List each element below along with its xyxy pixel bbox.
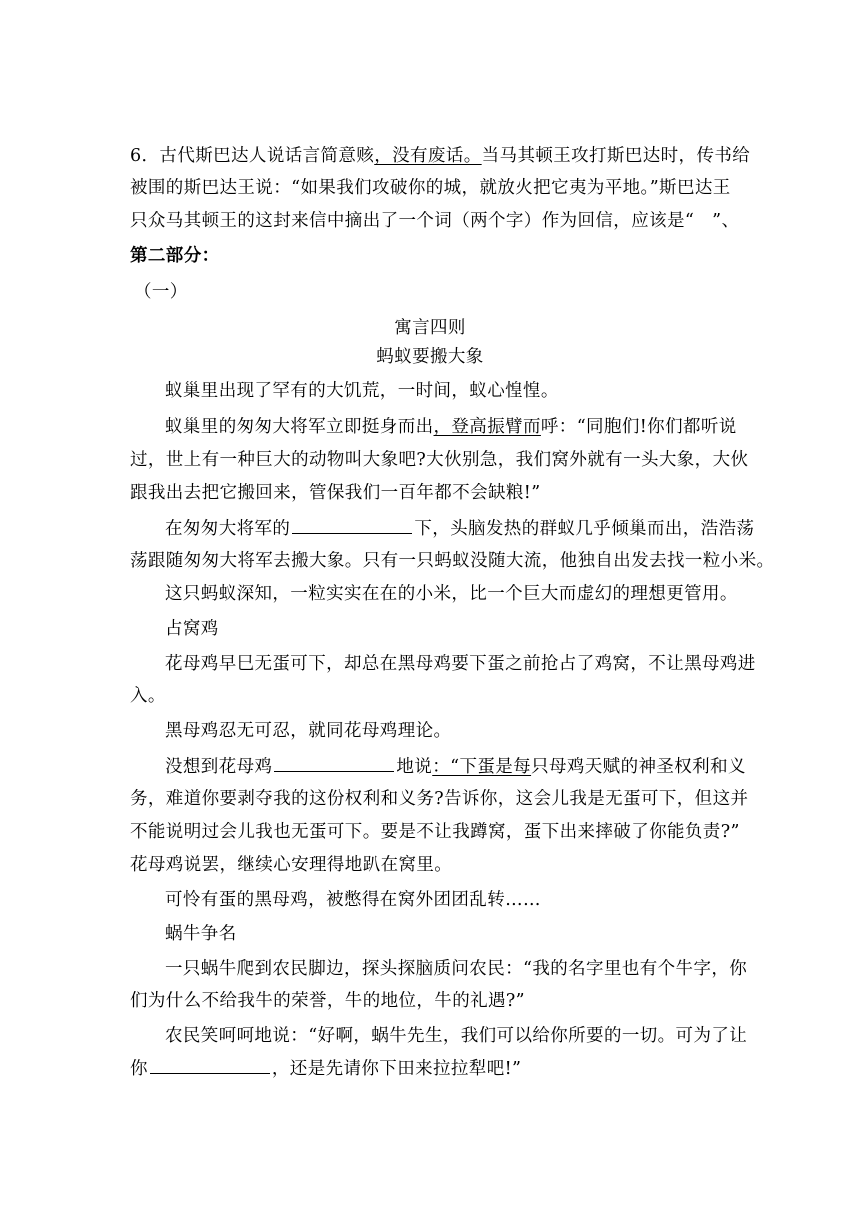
fable-2-paragraph-2: 黑母鸡忍无可忍，就同花母鸡理论。 [165,721,452,741]
fable-underlined-text: ，登高振臂而 [433,417,541,437]
fable-2-title: 占窝鸡 [165,619,219,639]
fable-2-paragraph-3-line-4: 花母鸡说罢，继续心安理得地趴在窝里。 [130,855,453,875]
fable-1-paragraph-3-line-1 [165,516,775,541]
question-6-line-3: 只众马其顿王的这封来信中摘出了一个词（两个字）作为回信，应该是“ ”、 [130,211,740,231]
fable-2-paragraph-3-line-3: 不能说明过会儿我也无蛋可下。要是不让我蹲窝，蛋下出来摔破了你能负责?” [130,822,740,842]
fable-text: 地说 [396,757,433,777]
q6-text: 当马其顿王攻打斯巴达时，传书给 [481,146,751,166]
fable-text: 下，头脑发热的群蚁几乎倾巢而出，浩浩荡 [414,519,755,539]
fable-2-paragraph-4: 可怜有蛋的黑母鸡，被憋得在窝外团团乱转…… [165,890,541,910]
fable-3-paragraph-2-line-2 [130,1056,740,1081]
fable-2-paragraph-3-line-2: 务，难道你要剥夺我的这份权利和义务?告诉你，这会儿我是无蛋可下，但这并 [130,789,749,809]
fable-3-paragraph-1-line-1: 一只蜗牛爬到农民脚边，探头探脑质问农民：“我的名字里也有个牛字，你 [165,959,748,979]
fill-in-blank[interactable] [292,516,412,534]
fable-underlined-text: ：“下蛋是每 [432,757,532,777]
section-subheading: （一） [134,282,188,302]
question-6-line-2: 被围的斯巴达王说：“如果我们攻破你的城，就放火把它夷为平地。”斯巴达王 [130,178,731,198]
fable-1-paragraph-2-line-1 [165,415,775,439]
fable-text: 蚁巢里的匆匆大将军立即挺身而出 [165,417,434,437]
fable-text: 没想到花母鸡 [165,757,273,777]
fable-3-paragraph-2-line-1: 农民笑呵呵地说：“好啊，蜗牛先生，我们可以给你所要的一切。可为了让 [165,1026,748,1046]
fill-in-blank[interactable] [274,754,394,772]
fable-1-paragraph-4: 这只蚂蚁深知，一粒实实在在的小米，比一个巨大而虚幻的理想更管用。 [165,584,738,604]
question-6-line-1 [130,144,751,168]
fable-text: ，还是先请你下田来拉拉犁吧!” [271,1059,522,1079]
q6-underlined-text: ，没有废话。 [374,146,482,166]
fable-2-paragraph-3-line-1 [165,754,775,779]
fable-text: 在匆匆大将军的 [165,519,291,539]
fable-3-paragraph-1-line-2: 们为什么不给我牛的荣誉，牛的地位，牛的礼遇?” [130,991,526,1011]
fable-1-paragraph-1: 蚁巢里出现了罕有的大饥荒，一时间，蚁心惶惶。 [165,381,559,401]
fable-text: 呼：“同胞们!你们都听说 [540,417,737,437]
fable-2-paragraph-1-line-1: 花母鸡早巳无蛋可下，却总在黑母鸡要下蛋之前抢占了鸡窝，不让黑母鸡进 [165,654,756,674]
fable-text: 你 [130,1059,148,1079]
fable-1-paragraph-3-line-2: 荡跟随匆匆大将军去搬大象。只有一只蚂蚁没随大流，他独自出发去找一粒小米。 [130,551,775,571]
fable-1-title: 蚂蚁要搬大象 [376,347,484,367]
fill-in-blank[interactable] [150,1056,270,1074]
section-heading: 第二部分： [130,246,220,266]
fable-3-title: 蜗牛争名 [165,924,237,944]
q6-text: 6．古代斯巴达人说话言简意赅 [130,146,375,166]
fable-1-paragraph-2-line-2: 过，世上有一种巨大的动物叫大象吧?大伙别急，我们窝外就有一头大象，大伙 [130,450,749,470]
fable-text: 只母鸡天赋的神圣权利和义 [531,757,746,777]
fable-2-paragraph-1-line-2: 入。 [130,686,166,706]
fable-1-paragraph-2-line-3: 跟我出去把它搬回来，管保我们一百年都不会缺粮!” [130,483,541,503]
story-collection-title: 寓言四则 [394,318,466,338]
